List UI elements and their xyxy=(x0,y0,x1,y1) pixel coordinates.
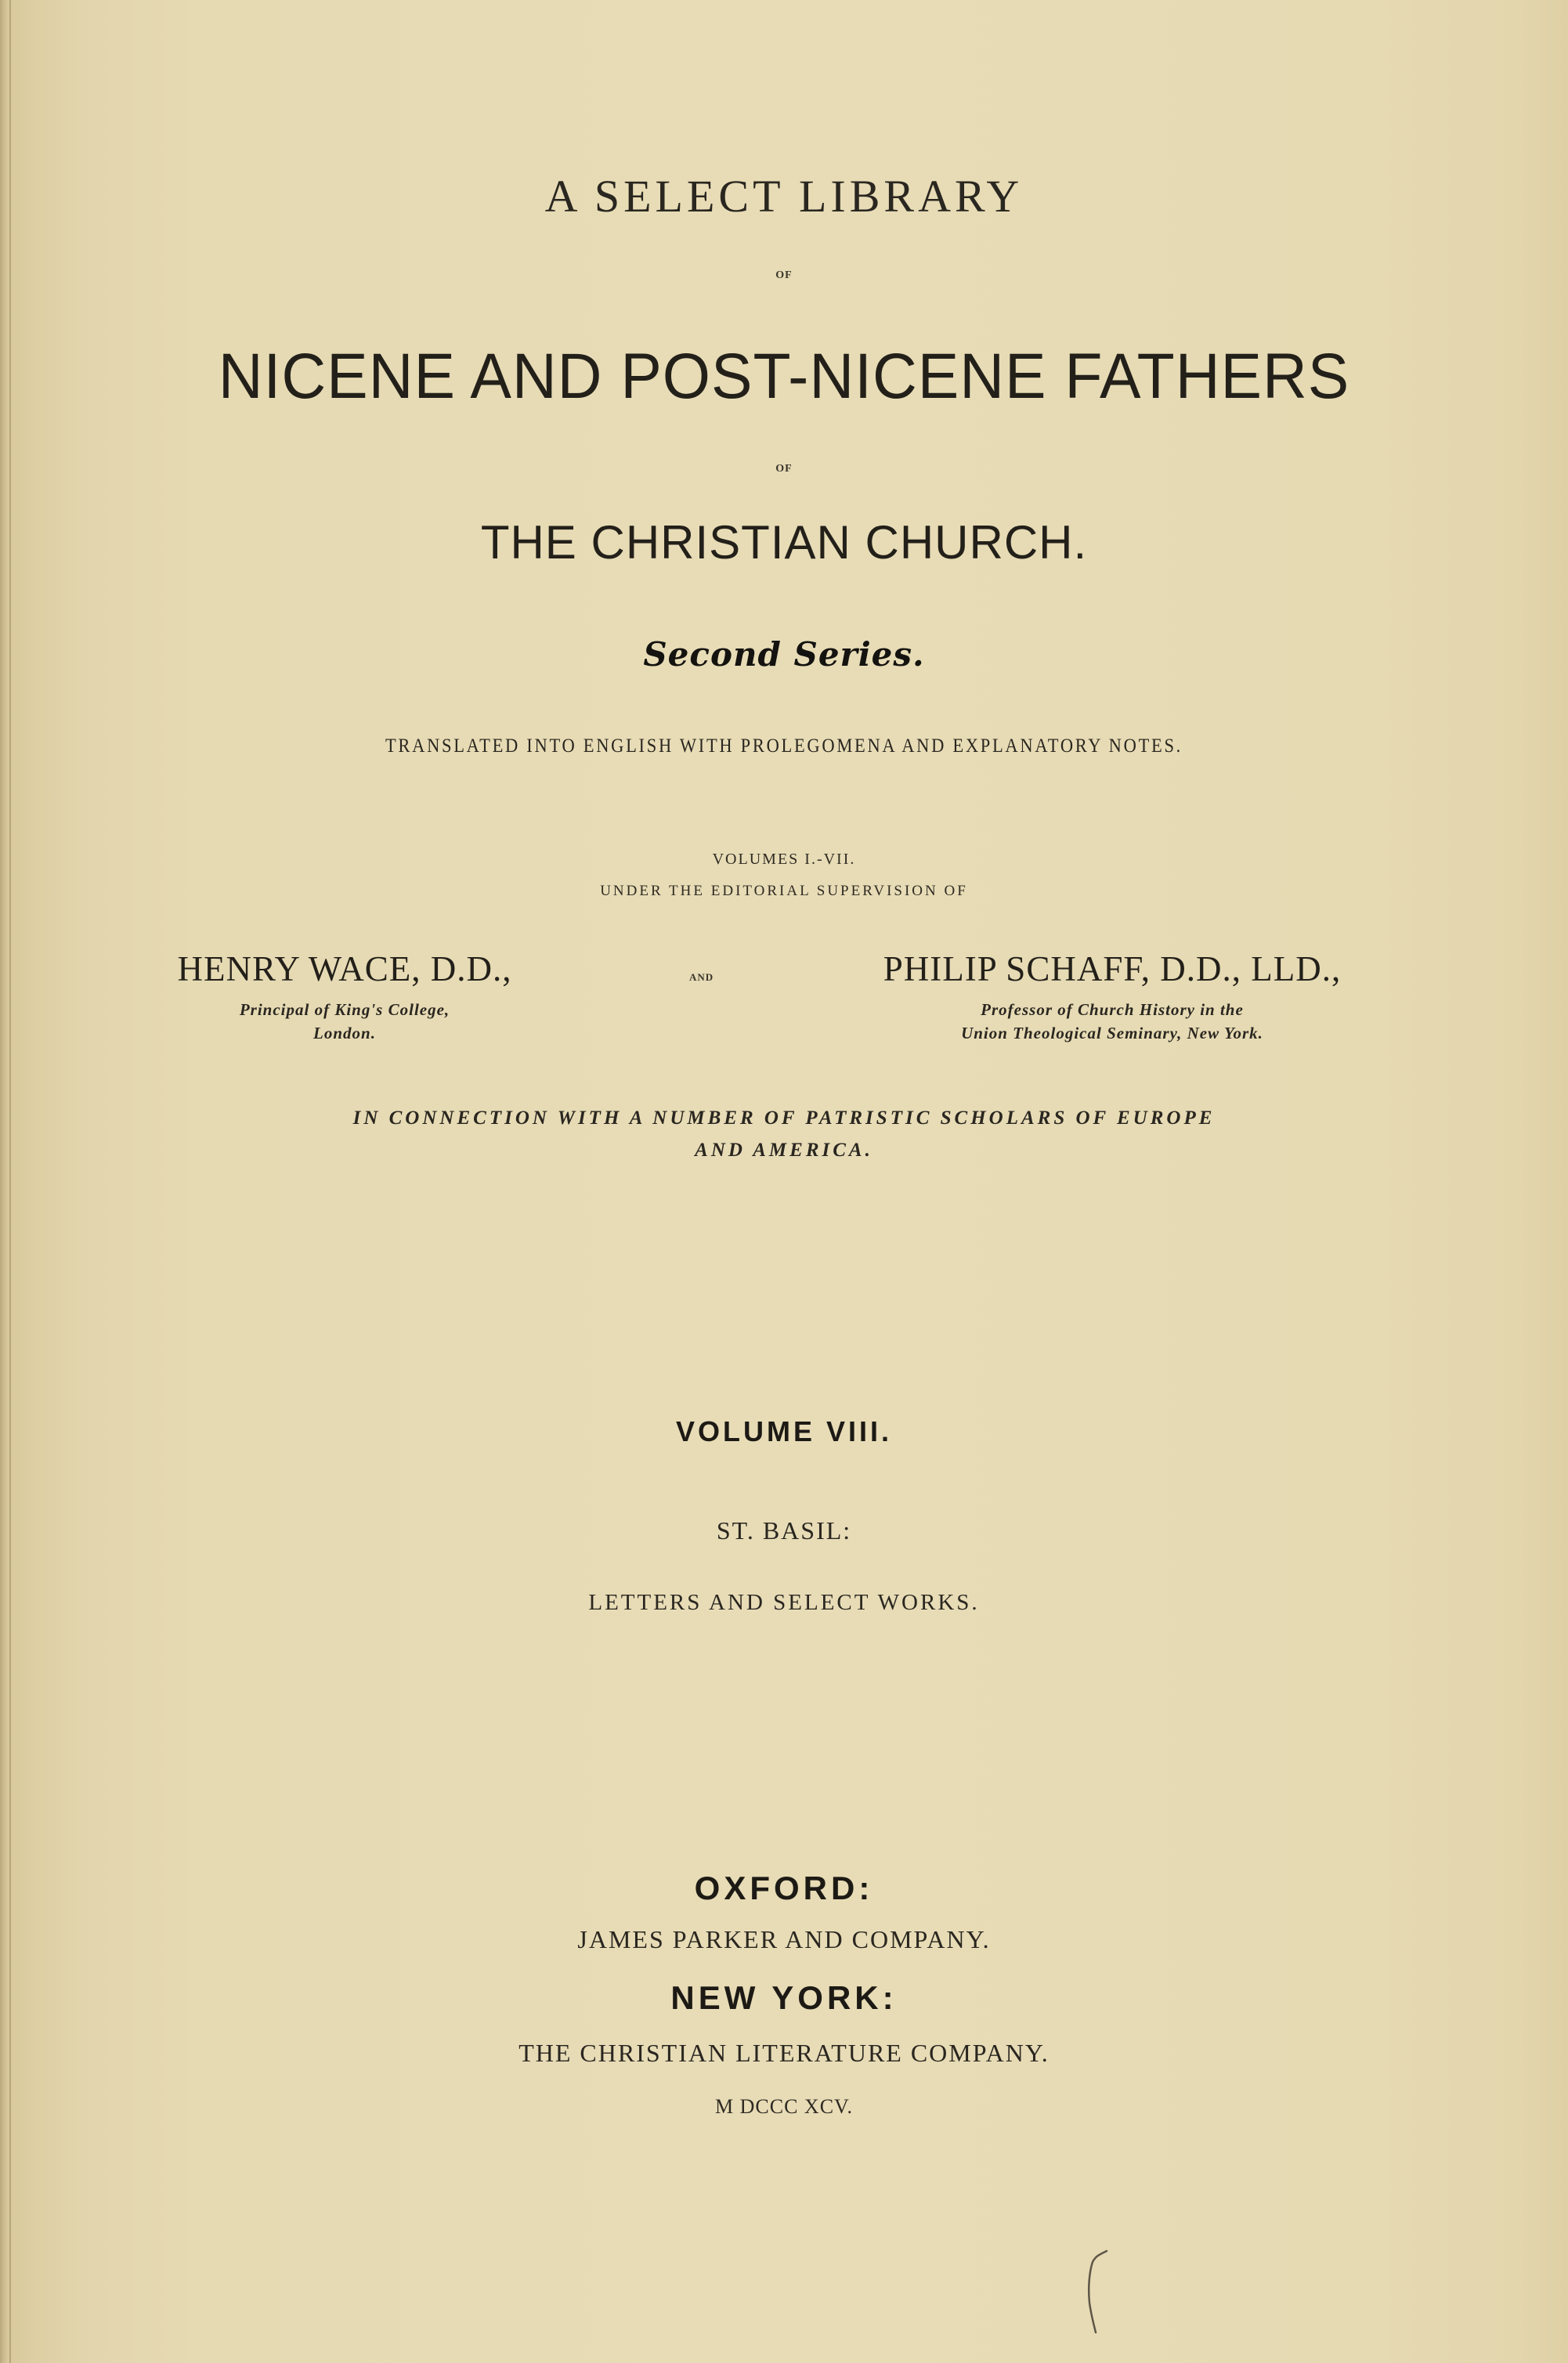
editor-role: London. xyxy=(313,1024,376,1042)
volumes-range: VOLUMES I.-VII. xyxy=(712,851,856,868)
supervision-note: UNDER THE EDITORIAL SUPERVISION OF xyxy=(600,883,968,899)
editor-role: Professor of Church History in the xyxy=(981,1000,1244,1019)
subtitle: THE CHRISTIAN CHURCH. xyxy=(480,516,1088,569)
imprint-city: NEW YORK: xyxy=(670,1979,898,2016)
editor-name: PHILIP SCHAFF, D.D., LLD., xyxy=(883,949,1342,988)
editor-schaff xyxy=(807,949,1418,1045)
author: ST. BASIL: xyxy=(716,1516,852,1545)
connection-note: AND AMERICA. xyxy=(695,1140,873,1161)
editor-name: HENRY WACE, D.D., xyxy=(177,949,512,988)
work-title: LETTERS AND SELECT WORKS. xyxy=(588,1590,980,1615)
of-connector: OF xyxy=(775,463,793,475)
editor-wace xyxy=(125,949,564,1045)
imprint-publisher: THE CHRISTIAN LITERATURE COMPANY. xyxy=(518,2039,1050,2067)
translation-note: TRANSLATED INTO ENGLISH WITH PROLEGOMENA AND EXPLANATORY NOTES. xyxy=(385,735,1183,757)
of-connector: OF xyxy=(775,269,793,281)
editor-role: Principal of King's College, xyxy=(239,1000,450,1019)
imprint-publisher: JAMES PARKER AND COMPANY. xyxy=(577,1925,991,1953)
publication-year: M DCCC XCV. xyxy=(715,2095,853,2118)
volume-number: VOLUME VIII. xyxy=(675,1415,893,1447)
editors-conjunction: AND xyxy=(689,971,714,983)
connection-note: IN CONNECTION WITH A NUMBER OF PATRISTIC SCHOLARS OF EUROPE xyxy=(352,1107,1216,1129)
series-title: A SELECT LIBRARY xyxy=(544,171,1024,222)
pencil-mark-icon xyxy=(1085,2248,1108,2334)
series-designation: Second Series. xyxy=(643,635,925,674)
main-title: NICENE AND POST-NICENE FATHERS xyxy=(218,341,1350,412)
imprint-city: OXFORD: xyxy=(694,1870,874,1906)
editor-role: Union Theological Seminary, New York. xyxy=(961,1024,1263,1042)
